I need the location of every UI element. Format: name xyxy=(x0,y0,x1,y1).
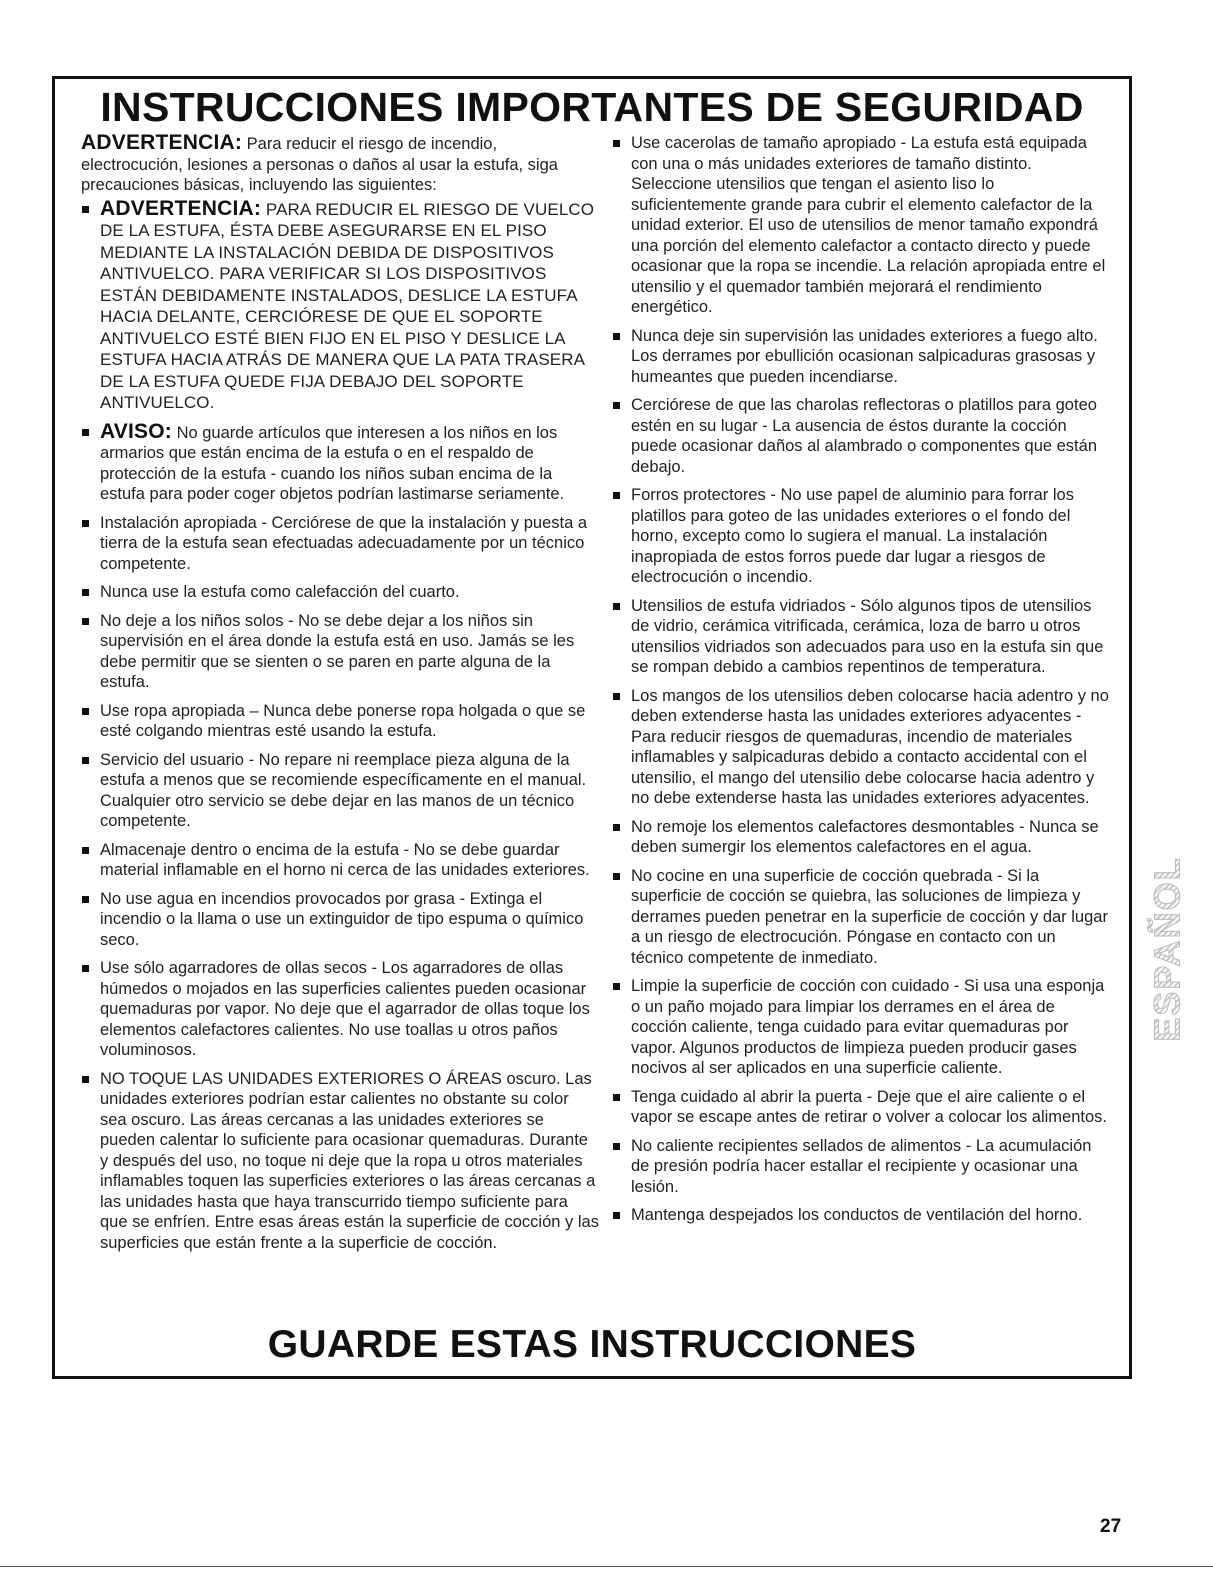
footer-title: GUARDE ESTAS INSTRUCCIONES xyxy=(267,1323,917,1366)
left-column xyxy=(81,133,599,1261)
left-items-list xyxy=(81,196,599,1254)
list-item: Utensilios de estufa vidriados - Sólo algunos tipos de utensilios de vidrio, cerámica vitrificada, cerámica, loza de barro u otros utensilios vidriados son adecuados para uso en la estufa sin que se rompan debido a cambios repentinos de temperatura. xyxy=(612,596,1112,678)
item-text: No guarde artículos que interesen a los niños en los armarios que están encima de la estufa o en el respaldo de protección de la estufa - cuando los niños suban encima de la estufa para poder coger objetos podrían lastimarse seriamente. xyxy=(100,423,565,503)
list-item: Cerciórese de que las charolas reflectoras o platillos para goteo estén en su lugar - La ausencia de éstos durante la cocción puede ocasionar daños al alambrado o componentes que están debajo. xyxy=(612,395,1112,477)
list-item: Nunca use la estufa como calefacción del cuarto. xyxy=(81,582,599,603)
bottom-divider xyxy=(0,1566,1213,1567)
language-tab-label: ESPAÑOL xyxy=(1147,856,1189,1042)
list-item: No cocine en una superficie de cocción quebrada - Si la superficie de cocción se quiebra, las soluciones de limpieza y derrames pueden penetrar en la superficie de cocción y dar lugar a un riesgo de electrocución. Póngase en contacto con un técnico competente de inmediato. xyxy=(612,866,1112,969)
safety-box xyxy=(52,76,1132,1379)
list-item: Tenga cuidado al abrir la puerta - Deje que el aire caliente o el vapor se escape antes de retirar o volver a colocar los alimentos. xyxy=(612,1087,1112,1128)
page-title: INSTRUCCIONES IMPORTANTES DE SEGURIDAD xyxy=(100,84,1084,130)
right-items-list xyxy=(612,133,1112,1226)
intro-keyword: ADVERTENCIA: xyxy=(81,131,243,154)
list-item: Instalación apropiada - Cerciórese de que la instalación y puesta a tierra de la estufa sean efectuadas adecuadamente por un técnico competente. xyxy=(81,513,599,575)
list-item: No remoje los elementos calefactores desmontables - Nunca se deben sumergir los elementos calefactores en el agua. xyxy=(612,817,1112,858)
list-item: Mantenga despejados los conductos de ventilación del horno. xyxy=(612,1205,1112,1226)
list-item: Forros protectores - No use papel de aluminio para forrar los platillos para goteo de las unidades exteriores o el fondo del horno, excepto como lo sugiera el manual. La instalación inapropiada de estos forros puede dar lugar a riesgos de electrocución o incendio. xyxy=(612,485,1112,588)
item-keyword: AVISO: xyxy=(100,419,172,443)
list-item: Nunca deje sin supervisión las unidades exteriores a fuego alto. Los derrames por ebullición ocasionan salpicaduras grasosas y humeantes que pueden incendiarse. xyxy=(612,326,1112,388)
list-item: Limpie la superficie de cocción con cuidado - Si usa una esponja o un paño mojado para limpiar los derrames en el área de cocción caliente, tenga cuidado para evitar quemaduras por vapor. Algunos productos de limpieza pueden producir gases nocivos al ser aplicados en una superficie caliente. xyxy=(612,976,1112,1079)
list-item xyxy=(81,196,599,414)
list-item: Almacenaje dentro o encima de la estufa - No se debe guardar material inflamable en el horno ni cerca de las unidades exteriores. xyxy=(81,840,599,881)
list-item: No deje a los niños solos - No se debe dejar a los niños sin supervisión en el área donde la estufa está en uso. Jamás se les debe permitir que se sienten o se paren en parte alguna de la estufa. xyxy=(81,611,599,693)
list-item: Use sólo agarradores de ollas secos - Los agarradores de ollas húmedos o mojados en las superficies calientes pueden ocasionar quemaduras por vapor. No deje que el agarrador de ollas toque los elementos calefactores calientes. No use toallas u otros paños voluminosos. xyxy=(81,958,599,1061)
list-item: No use agua en incendios provocados por grasa - Extinga el incendio o la llama o use un extinguidor de tipo espuma o químico seco. xyxy=(81,889,599,951)
list-item xyxy=(81,419,599,505)
list-item: Use cacerolas de tamaño apropiado - La estufa está equipada con una o más unidades exteriores de tamaño distinto. Seleccione utensilios que tengan el asiento liso lo suficientemente grande para cubrir el elemento calefactor de la unidad exterior. El uso de utensilios de menor tamaño expondrá una porción del elemento calefactor a contacto directo y puede ocasionar que la ropa se incendie. La relación apropiada entre el utensilio y el quemador también mejorará el rendimiento energético. xyxy=(612,133,1112,318)
intro-text: Para reducir el riesgo de incendio, electrocución, lesiones a personas o daños al usar la estufa, siga precauciones básicas, incluyendo las siguientes: xyxy=(81,135,558,194)
list-item: NO TOQUE LAS UNIDADES EXTERIORES O ÁREAS oscuro. Las unidades exteriores podrían estar calientes no obstante su color sea oscuro. Las áreas cercanas a las unidades exteriores se pueden calentar lo suficiente para ocasionar quemaduras. Durante y después del uso, no toque ni deje que la ropa u otros materiales inflamables toquen las superficies exteriores o las áreas cercanas a las unidades hasta que haya transcurrido tiempo suficiente para que se enfríen. Entre esas áreas están la superficie de cocción y las superficies que están frente a la superficie de cocción. xyxy=(81,1069,599,1254)
list-item: Use ropa apropiada – Nunca debe ponerse ropa holgada o que se esté colgando mientras esté usando la estufa. xyxy=(81,701,599,742)
right-column xyxy=(612,133,1112,1234)
list-item: Servicio del usuario - No repare ni reemplace pieza alguna de la estufa a menos que se recomiende específicamente en el manual. Cualquier otro servicio se debe dejar en las manos de un técnico competente. xyxy=(81,750,599,832)
item-text: PARA REDUCIR EL RIESGO DE VUELCO DE LA ESTUFA, ÉSTA DEBE ASEGURARSE EN EL PISO MEDIANTE LA INSTALACIÓN DEBIDA DE DISPOSITIVOS ANTIVUELCO. PARA VERIFICAR SI LOS DISPOSITIVOS ESTÁN DEBIDAMENTE INSTALADOS, DESLICE LA ESTUFA HACIA DELANTE, CERCIÓRESE DE QUE EL SOPORTE ANTIVUELCO ESTÉ BIEN FIJO EN EL PISO Y DESLICE LA ESTUFA HACIA ATRÁS DE MANERA QUE LA PATA TRASERA DE LA ESTUFA QUEDE FIJA DEBAJO DEL SOPORTE ANTIVUELCO. xyxy=(100,199,595,412)
page-number: 27 xyxy=(1100,1516,1122,1537)
language-tab xyxy=(1149,818,1187,1080)
item-keyword: ADVERTENCIA: xyxy=(100,196,262,220)
intro-warning xyxy=(81,133,599,196)
list-item: No caliente recipientes sellados de alimentos - La acumulación de presión podría hacer estallar el recipiente y ocasionar una lesión. xyxy=(612,1136,1112,1198)
list-item: Los mangos de los utensilios deben colocarse hacia adentro y no deben extenderse hasta las unidades exteriores adyacentes - Para reducir riesgos de quemaduras, incendio de materiales inflamables y salpicaduras debido a contacto accidental con el utensilio, el mango del utensilio debe colocarse hacia adentro y no debe extenderse hasta las unidades exteriores adyacentes. xyxy=(612,686,1112,809)
